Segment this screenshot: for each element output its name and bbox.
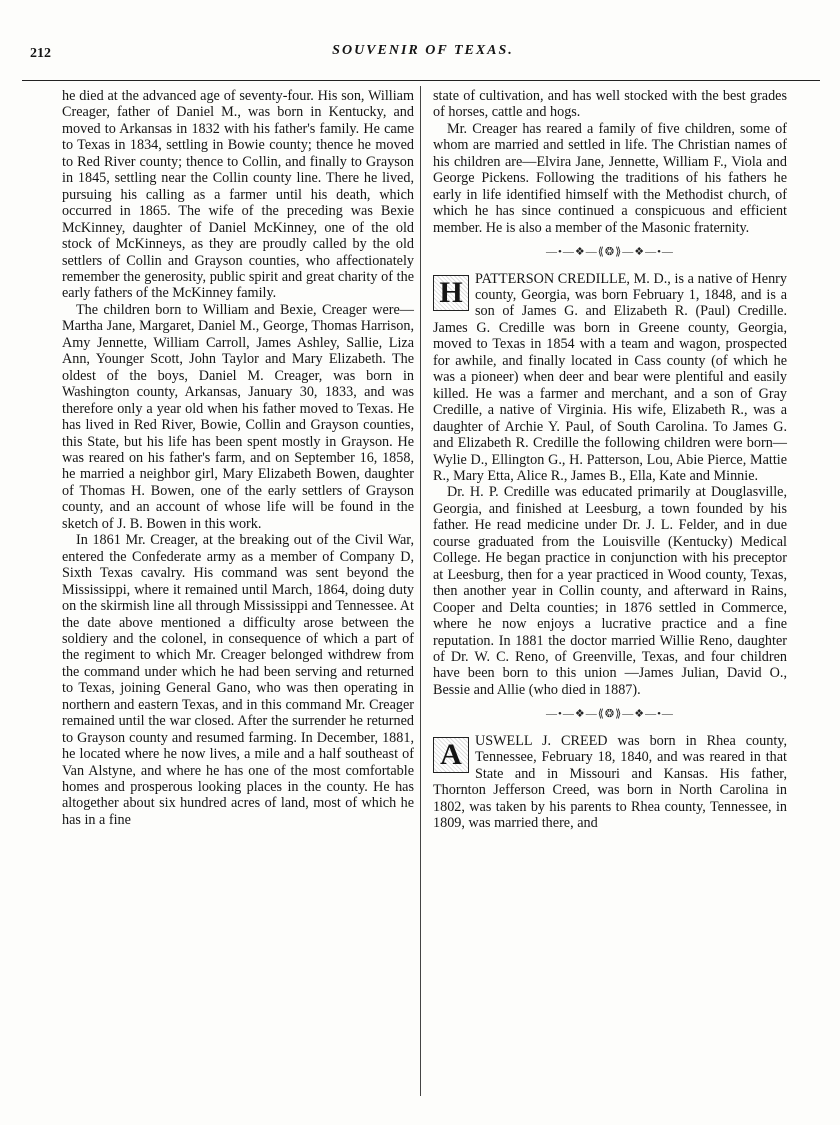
running-title: SOUVENIR OF TEXAS. bbox=[332, 43, 514, 58]
paragraph: Mr. Creager has reared a family of five children, some of whom are married and settled in life. The Christian names of his children are—Elvira Jane, Jennette, William F., Viola and George Pickens. Following the traditions of his fathers he early in life identified himself with the Methodist church, of which he has since continued a conspicuous and efficient member. He is also a member of the Masonic fraternity. bbox=[433, 120, 787, 236]
header-rule bbox=[22, 80, 820, 81]
paragraph: The children born to William and Bexie, Creager were—Martha Jane, Margaret, Daniel M., George, Thomas Harrison, Amy Jennette, William Carroll, James Ashley, Sallie, Liza Ann, Younger Scott, John Taylor and Mary Elizabeth. The oldest of the boys, Daniel M. Creager, was born in Washington county, Arkansas, January 30, 1833, and was therefore only a year old when his father moved to Texas. He has lived in Red River, Bowie, Collin and Grayson counties, this State, but his life has been spent mostly in Grayson. He was reared on his father's farm, and on September 16, 1858, he married a neighbor girl, Mary Elizabeth Bowen, daughter of Thomas H. Bowen, one of the early settlers of Grayson county, and an account of whose life will be found in the sketch of J. B. Bowen in this work. bbox=[62, 301, 414, 532]
section-ornament: —•—❖—⟪❂⟫—❖—•— bbox=[546, 708, 674, 721]
biography-credille bbox=[433, 271, 787, 699]
drop-cap: H bbox=[433, 275, 469, 311]
paragraph: In 1861 Mr. Creager, at the breaking out of the Civil War, entered the Confederate army as a member of Company D, Sixth Texas cavalry. His command was sent beyond the Mississippi, where it remained until March, 1864, doing duty on the skirmish line all through Mississippi and Tennessee. At the date above mentioned a difficulty arose between the soldiery and the colonel, in consequence of which a part of the regiment to which Mr. Creager belonged withdrew from the command under which he had been serving and returned to Texas, joining General Gano, who was then operating in northern and eastern Texas, and in this command Mr. Creager remained until the war closed. After the surrender he returned to Grayson county and resumed farming. In December, 1881, he located where he now lives, a mile and a half southeast of Van Alstyne, and where he has one of the most comfortable homes and prosperous looking places in the county. He has altogether about six hundred acres of land, most of which he has in a fine bbox=[62, 532, 414, 828]
paragraph: he died at the advanced age of seventy-four. His son, William Creager, father of Daniel M., was born in Kentucky, and moved to Arkansas in 1832 with his father's family. He came to Texas in 1834, settling in Bowie county; thence he moved to Red River county; thence to Collin, and finally to Grayson in 1845, settling near the Collin county line. There he lived, pursuing his calling as a farmer until his death, which occurred in 1865. The wife of the preceding was Bexie McKinney, daughter of Daniel McKinney, one of the old stock of McKinneys, as they are proudly called by the old settlers of Collin and Grayson counties, who affectionately remember the generosity, public spirit and great charity of the early fathers of the McKinney family. bbox=[62, 88, 414, 302]
paragraph: USWELL J. CREED was born in Rhea county, Tennessee, February 18, 1840, and was reared in that State and in Missouri and Kansas. His father, Thornton Jefferson Creed, was born in North Carolina in 1802, was taken by his parents to Rhea county, Tennessee, in 1809, was married there, and bbox=[433, 732, 787, 832]
paragraph: PATTERSON CREDILLE, M. D., is a native of Henry county, Georgia, was born February 1, 1848, and is a son of James G. and Elizabeth R. (Paul) Credille. James G. Credille was born in Greene county, Georgia, moved to Texas in 1854 with a team and wagon, prospected for awhile, and finally located in Cass county (of which he was a pioneer) when deer and bear were plentiful and easily killed. He was a farmer and merchant, and a son of Gray Credille, a native of Virginia. His wife, Elizabeth R., was a daughter of Archie Y. Paul, of South Carolina. To James G. and Elizabeth R. Credille the following children were born—Wylie D., Ellington G., H. Patterson, Lou, Abie Pierce, Mattie R., Mary Etta, Alice R., James B., Ella, Kate and Minnie. bbox=[433, 270, 787, 484]
drop-cap: A bbox=[433, 737, 469, 773]
section-ornament: —•—❖—⟪❂⟫—❖—•— bbox=[546, 246, 674, 259]
column-divider bbox=[420, 86, 421, 1096]
page-number: 212 bbox=[30, 46, 51, 61]
left-column bbox=[62, 88, 414, 828]
page-header bbox=[28, 40, 818, 74]
paragraph: state of cultivation, and has well stocked with the best grades of horses, cattle and hogs. bbox=[433, 88, 787, 121]
biography-creed bbox=[433, 733, 787, 832]
paragraph: Dr. H. P. Credille was educated primarily at Douglasville, Georgia, and finished at Leesburg, a town founded by his father. He read medicine under Dr. J. L. Felder, and in due course graduated from the Louisville (Kentucky) Medical College. He began practice in conjunction with his preceptor at Leesburg, then for a year practiced in Wood county, Texas, then another year in Collin county, and afterward in Rains, Cooper and Delta counties; in 1876 settled in Commerce, where he now enjoys a lucrative practice and a fine reputation. In 1881 the doctor married Willie Reno, daughter of Dr. W. C. Reno, of Greenville, Texas, and four children have been born to this union —James Julian, David O., Bessie and Allie (who died in 1887). bbox=[433, 484, 787, 698]
right-column bbox=[433, 88, 787, 831]
